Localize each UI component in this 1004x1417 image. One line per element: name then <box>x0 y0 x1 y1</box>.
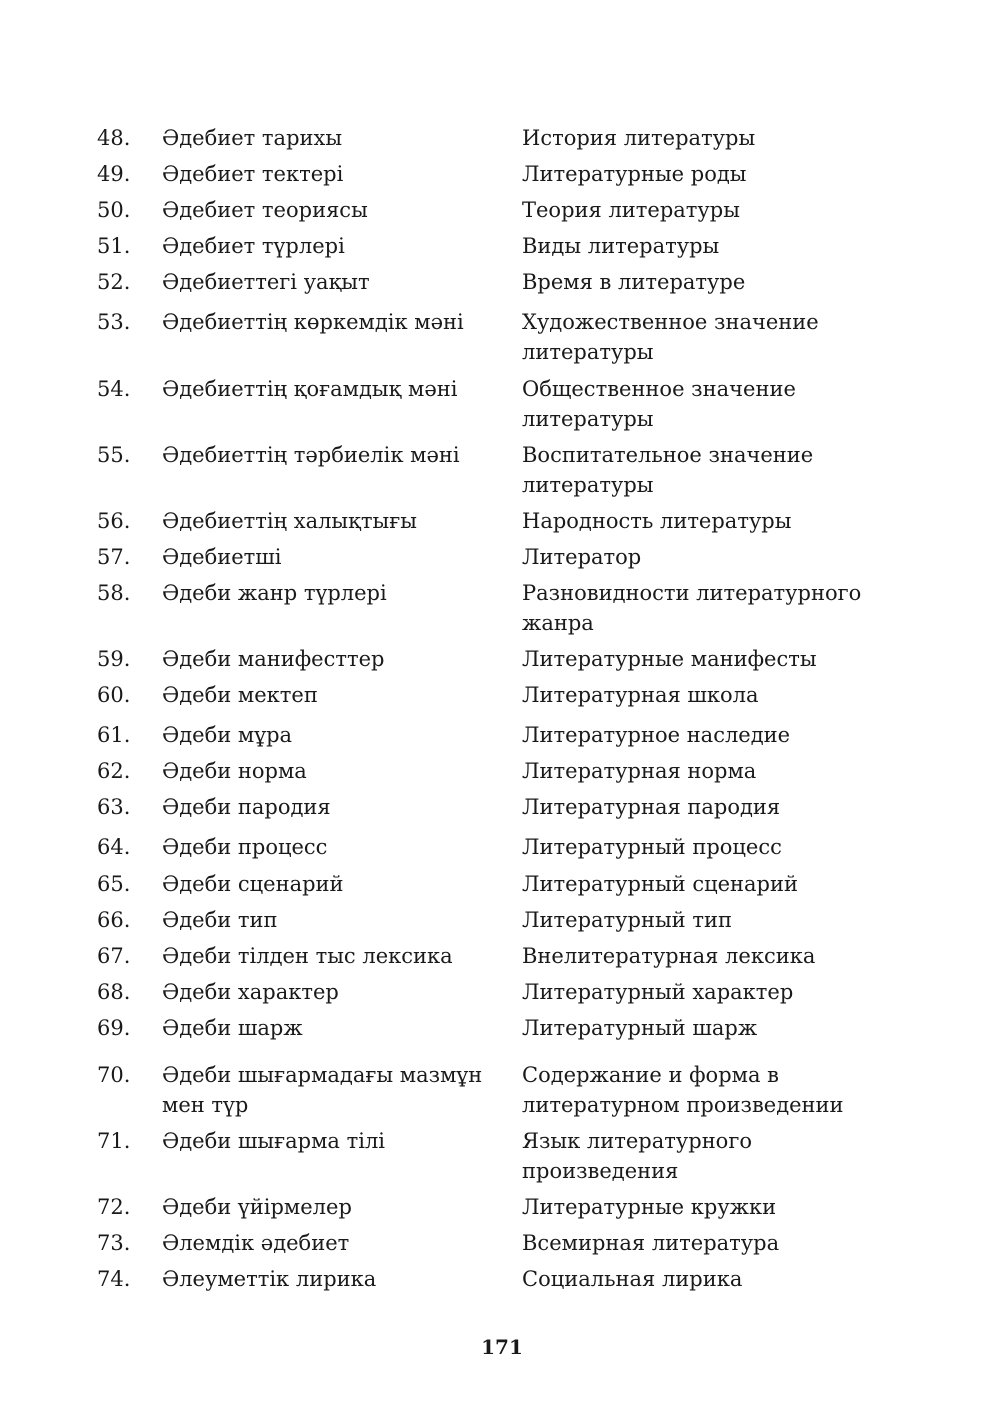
russian-term-line: Разновидности литературного <box>522 581 862 605</box>
russian-term <box>522 159 747 189</box>
kazakh-term-line: Әдебиеттің көркемдік мәні <box>162 310 464 334</box>
entry-number: 60. <box>97 683 131 707</box>
kazakh-term-line: Әлеуметтік лирика <box>162 1267 377 1291</box>
entry-number: 59. <box>97 647 131 671</box>
kazakh-term <box>162 231 345 261</box>
russian-term <box>522 374 796 434</box>
kazakh-term <box>162 1228 349 1258</box>
entry-number: 50. <box>97 198 131 222</box>
kazakh-term-line: Әдеби шарж <box>162 1016 303 1040</box>
kazakh-term <box>162 1126 385 1156</box>
kazakh-term-line: Әдебиет теориясы <box>162 198 368 222</box>
entry-number: 69. <box>97 1016 131 1040</box>
entry-number: 62. <box>97 759 131 783</box>
page-number: 171 <box>481 1335 523 1359</box>
entry-number: 58. <box>97 581 131 605</box>
entry-number: 56. <box>97 509 131 533</box>
kazakh-term-line: Әдебиеттің қоғамдық мәні <box>162 377 458 401</box>
kazakh-term-line: Әдеби тип <box>162 908 278 932</box>
russian-term <box>522 578 861 638</box>
russian-term <box>522 905 732 935</box>
russian-term <box>522 1060 844 1120</box>
kazakh-term-line: Әдебиеттің халықтығы <box>162 509 417 533</box>
kazakh-term <box>162 756 307 786</box>
russian-term-line: жанра <box>522 611 594 635</box>
entry-number: 53. <box>97 310 131 334</box>
russian-term <box>522 506 791 536</box>
russian-term-line: Время в литературе <box>522 270 746 294</box>
russian-term-line: Литературные роды <box>522 162 747 186</box>
russian-term-line: Литературные манифесты <box>522 647 817 671</box>
kazakh-term-line: Әдеби норма <box>162 759 307 783</box>
kazakh-term-line: Әдебиет тарихы <box>162 126 343 150</box>
russian-term-line: Литературный шарж <box>522 1016 758 1040</box>
entry-number: 48. <box>97 126 131 150</box>
entry-number: 74. <box>97 1267 131 1291</box>
russian-term <box>522 792 780 822</box>
kazakh-term-line: Әдеби характер <box>162 980 339 1004</box>
kazakh-term-line: Әдебиет тектері <box>162 162 344 186</box>
kazakh-term <box>162 1264 376 1294</box>
entry-number: 51. <box>97 234 131 258</box>
kazakh-term-line: Әдеби шығарма тілі <box>162 1129 386 1153</box>
russian-term <box>522 1013 757 1043</box>
kazakh-term <box>162 792 331 822</box>
russian-term <box>522 123 755 153</box>
russian-term-line: Внелитературная лексика <box>522 944 816 968</box>
russian-term <box>522 195 740 225</box>
kazakh-term-line: Әдебиет түрлері <box>162 234 345 258</box>
russian-term-line: Литературная норма <box>522 759 757 783</box>
kazakh-term-line: Әлемдік әдебиет <box>162 1231 350 1255</box>
russian-term-line: Язык литературного <box>522 1129 752 1153</box>
russian-term <box>522 1126 752 1186</box>
russian-term <box>522 644 817 674</box>
russian-term <box>522 1228 779 1258</box>
kazakh-term <box>162 1013 303 1043</box>
russian-term-line: Социальная лирика <box>522 1267 743 1291</box>
kazakh-term-line: Әдеби жанр түрлері <box>162 581 387 605</box>
kazakh-term <box>162 267 370 297</box>
kazakh-term <box>162 644 384 674</box>
kazakh-term-line: Әдеби үйірмелер <box>162 1195 352 1219</box>
russian-term <box>522 307 819 367</box>
entry-number: 67. <box>97 944 131 968</box>
entry-number: 52. <box>97 270 131 294</box>
russian-term <box>522 231 719 261</box>
russian-term-line: Литературный процесс <box>522 835 782 859</box>
russian-term-line: Общественное значение <box>522 377 796 401</box>
kazakh-term-line: Әдебиеттегі уақыт <box>162 270 370 294</box>
kazakh-term-line: Әдеби мектеп <box>162 683 318 707</box>
kazakh-term-line: Әдебиетші <box>162 545 282 569</box>
russian-term-line: История литературы <box>522 126 756 150</box>
kazakh-term <box>162 578 387 608</box>
kazakh-term <box>162 195 368 225</box>
entry-number: 54. <box>97 377 131 401</box>
entry-number: 57. <box>97 545 131 569</box>
entry-number: 61. <box>97 723 131 747</box>
russian-term-line: литературы <box>522 340 654 364</box>
entry-number: 49. <box>97 162 131 186</box>
kazakh-term <box>162 440 460 470</box>
kazakh-term-line: Әдеби шығармадағы мазмұн <box>162 1063 483 1087</box>
kazakh-term <box>162 941 453 971</box>
kazakh-term <box>162 506 417 536</box>
russian-term-line: Литературная школа <box>522 683 759 707</box>
russian-term-line: Литературный сценарий <box>522 872 798 896</box>
russian-term-line: Литератор <box>522 545 642 569</box>
russian-term-line: литературы <box>522 407 654 431</box>
entry-number: 66. <box>97 908 131 932</box>
russian-term-line: Литературная пародия <box>522 795 781 819</box>
kazakh-term-line: Әдеби процесс <box>162 835 328 859</box>
entry-number: 71. <box>97 1129 131 1153</box>
russian-term <box>522 542 641 572</box>
kazakh-term-line: Әдеби мұра <box>162 723 293 747</box>
russian-term-line: литературном произведении <box>522 1093 844 1117</box>
kazakh-term-line: Әдеби манифесттер <box>162 647 385 671</box>
russian-term <box>522 440 813 500</box>
entry-number: 55. <box>97 443 131 467</box>
entry-number: 63. <box>97 795 131 819</box>
kazakh-term-line: Әдеби сценарий <box>162 872 344 896</box>
russian-term-line: Художественное значение <box>522 310 819 334</box>
kazakh-term <box>162 1060 482 1120</box>
kazakh-term <box>162 720 292 750</box>
russian-term-line: Литературное наследие <box>522 723 791 747</box>
russian-term <box>522 941 815 971</box>
kazakh-term <box>162 123 342 153</box>
russian-term-line: литературы <box>522 473 654 497</box>
kazakh-term-line: Әдебиеттің тәрбиелік мәні <box>162 443 460 467</box>
russian-term <box>522 832 782 862</box>
russian-term-line: Виды литературы <box>522 234 720 258</box>
russian-term-line: Воспитательное значение <box>522 443 814 467</box>
entry-number: 65. <box>97 872 131 896</box>
kazakh-term <box>162 307 464 337</box>
kazakh-term <box>162 832 327 862</box>
russian-term <box>522 680 759 710</box>
russian-term-line: Литературный характер <box>522 980 794 1004</box>
kazakh-term <box>162 680 318 710</box>
russian-term <box>522 1192 776 1222</box>
kazakh-term <box>162 869 344 899</box>
russian-term-line: Содержание и форма в <box>522 1063 779 1087</box>
kazakh-term <box>162 542 282 572</box>
kazakh-term-line: мен түр <box>162 1093 249 1117</box>
kazakh-term <box>162 1192 352 1222</box>
russian-term <box>522 756 756 786</box>
kazakh-term <box>162 159 343 189</box>
entry-number: 70. <box>97 1063 131 1087</box>
kazakh-term <box>162 977 339 1007</box>
russian-term-line: Литературный тип <box>522 908 732 932</box>
kazakh-term <box>162 905 278 935</box>
russian-term <box>522 1264 742 1294</box>
russian-term <box>522 720 790 750</box>
entry-number: 68. <box>97 980 131 1004</box>
entry-number: 73. <box>97 1231 131 1255</box>
russian-term <box>522 869 798 899</box>
entry-number: 72. <box>97 1195 131 1219</box>
russian-term-line: Теория литературы <box>522 198 740 222</box>
russian-term-line: Народность литературы <box>522 509 792 533</box>
kazakh-term <box>162 374 457 404</box>
russian-term-line: Литературные кружки <box>522 1195 777 1219</box>
russian-term <box>522 267 745 297</box>
entry-number: 64. <box>97 835 131 859</box>
russian-term <box>522 977 793 1007</box>
kazakh-term-line: Әдеби пародия <box>162 795 331 819</box>
russian-term-line: произведения <box>522 1159 679 1183</box>
kazakh-term-line: Әдеби тілден тыс лексика <box>162 944 453 968</box>
russian-term-line: Всемирная литература <box>522 1231 780 1255</box>
